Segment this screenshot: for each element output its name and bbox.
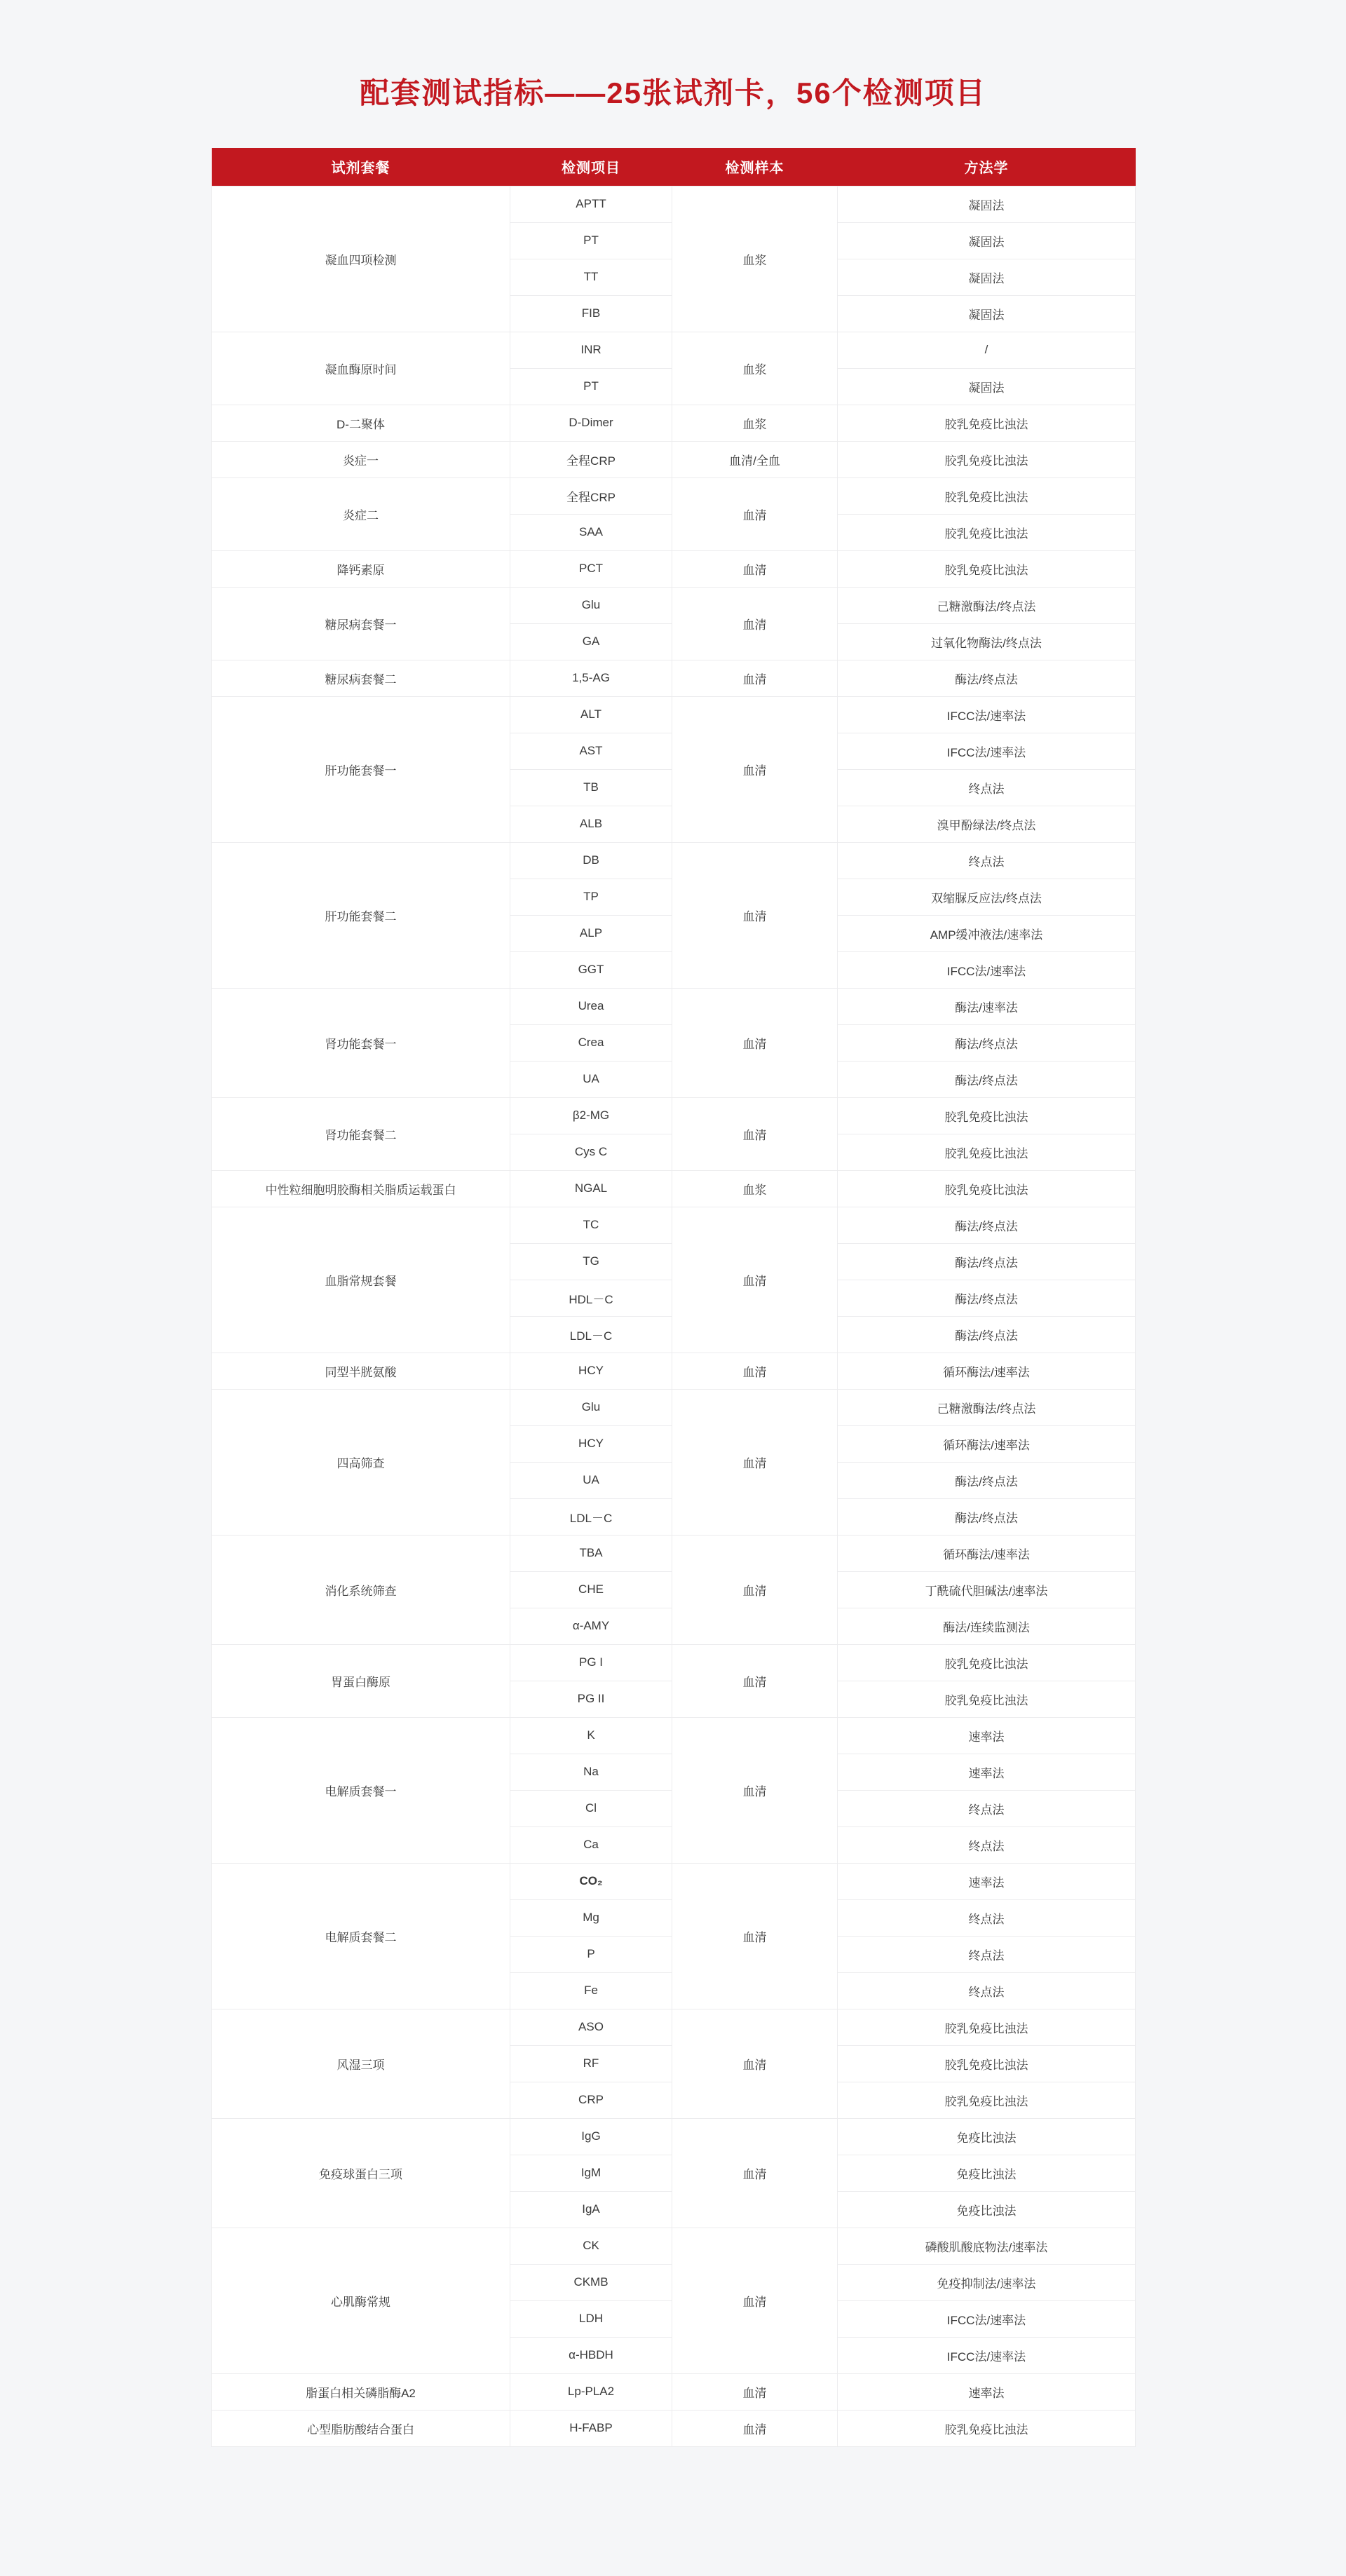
item-cell: 1,5-AG xyxy=(510,660,672,696)
sample-cell: 血清 xyxy=(672,696,838,842)
table-row xyxy=(212,1863,1136,1899)
page-title: 配套测试指标——25张试剂卡，56个检测项目 xyxy=(360,76,986,109)
item-cell: CK xyxy=(510,2228,672,2264)
method-cell: 胶乳免疫比浊法 xyxy=(838,405,1136,441)
sample-cell: 血清 xyxy=(672,2009,838,2118)
item-cell: Glu xyxy=(510,587,672,623)
method-cell: 丁酰硫代胆碱法/速率法 xyxy=(838,1571,1136,1608)
package-cell: 肾功能套餐一 xyxy=(212,988,510,1097)
method-cell: 胶乳免疫比浊法 xyxy=(838,2045,1136,2082)
sample-cell: 血浆 xyxy=(672,405,838,441)
item-cell: UA xyxy=(510,1061,672,1097)
method-cell: 磷酸肌酸底物法/速率法 xyxy=(838,2228,1136,2264)
sample-cell: 血浆 xyxy=(672,332,838,405)
item-cell: NGAL xyxy=(510,1170,672,1207)
table-row xyxy=(212,441,1136,477)
sample-cell: 血清 xyxy=(672,988,838,1097)
item-cell: D-Dimer xyxy=(510,405,672,441)
item-cell: RF xyxy=(510,2045,672,2082)
method-cell: 胶乳免疫比浊法 xyxy=(838,1134,1136,1170)
item-cell: α-AMY xyxy=(510,1608,672,1644)
table-row xyxy=(212,696,1136,733)
method-cell: IFCC法/速率法 xyxy=(838,951,1136,988)
package-cell: 胃蛋白酶原 xyxy=(212,1644,510,1717)
table-row xyxy=(212,2228,1136,2264)
method-cell: 胶乳免疫比浊法 xyxy=(838,1644,1136,1681)
package-cell: 中性粒细胞明胶酶相关脂质运载蛋白 xyxy=(212,1170,510,1207)
package-cell: 心型脂肪酸结合蛋白 xyxy=(212,2410,510,2446)
method-cell: 凝固法 xyxy=(838,368,1136,405)
table-row xyxy=(212,1097,1136,1134)
table-row xyxy=(212,587,1136,623)
package-cell: D-二聚体 xyxy=(212,405,510,441)
item-cell: LDH xyxy=(510,2300,672,2337)
method-cell: 胶乳免疫比浊法 xyxy=(838,441,1136,477)
method-cell: 酶法/终点法 xyxy=(838,1498,1136,1535)
item-cell: Cl xyxy=(510,1790,672,1826)
method-cell: 胶乳免疫比浊法 xyxy=(838,1170,1136,1207)
table-row xyxy=(212,2410,1136,2446)
sample-cell: 血清 xyxy=(672,550,838,587)
item-cell: Na xyxy=(510,1754,672,1790)
method-cell: 胶乳免疫比浊法 xyxy=(838,550,1136,587)
test-table-body xyxy=(212,186,1136,2446)
item-cell: Ca xyxy=(510,1826,672,1863)
package-cell: 同型半胱氨酸 xyxy=(212,1353,510,1389)
item-cell: HCY xyxy=(510,1353,672,1389)
method-cell: 酶法/连续监测法 xyxy=(838,1608,1136,1644)
item-cell: α-HBDH xyxy=(510,2337,672,2373)
method-cell: AMP缓冲液法/速率法 xyxy=(838,915,1136,951)
column-header-method: 方法学 xyxy=(838,148,1136,186)
package-cell: 凝血酶原时间 xyxy=(212,332,510,405)
method-cell: 胶乳免疫比浊法 xyxy=(838,514,1136,550)
method-cell: 凝固法 xyxy=(838,186,1136,222)
test-table-container xyxy=(211,148,1135,2447)
item-cell: IgG xyxy=(510,2118,672,2155)
method-cell: 速率法 xyxy=(838,1754,1136,1790)
method-cell: 酶法/终点法 xyxy=(838,1207,1136,1243)
item-cell: Mg xyxy=(510,1899,672,1936)
package-cell: 脂蛋白相关磷脂酶A2 xyxy=(212,2373,510,2410)
sample-cell: 血清 xyxy=(672,1644,838,1717)
item-cell: P xyxy=(510,1936,672,1972)
method-cell: 己糖激酶法/终点法 xyxy=(838,1389,1136,1425)
method-cell: 终点法 xyxy=(838,1899,1136,1936)
column-header-sample: 检测样本 xyxy=(672,148,838,186)
sample-cell: 血清 xyxy=(672,2118,838,2228)
sample-cell: 血清 xyxy=(672,1389,838,1535)
table-row xyxy=(212,1353,1136,1389)
item-cell: CKMB xyxy=(510,2264,672,2300)
item-cell: Glu xyxy=(510,1389,672,1425)
sample-cell: 血清/全血 xyxy=(672,441,838,477)
item-cell: LDL－C xyxy=(510,1316,672,1353)
package-cell: 肝功能套餐二 xyxy=(212,842,510,988)
table-row xyxy=(212,2009,1136,2045)
item-cell: Fe xyxy=(510,1972,672,2009)
package-cell: 电解质套餐一 xyxy=(212,1717,510,1863)
method-cell: 凝固法 xyxy=(838,259,1136,295)
method-cell: 己糖激酶法/终点法 xyxy=(838,587,1136,623)
item-cell: TC xyxy=(510,1207,672,1243)
method-cell: 双缩脲反应法/终点法 xyxy=(838,879,1136,915)
item-cell: FIB xyxy=(510,295,672,332)
item-cell: DB xyxy=(510,842,672,879)
method-cell: 酶法/终点法 xyxy=(838,1243,1136,1280)
package-cell: 免疫球蛋白三项 xyxy=(212,2118,510,2228)
method-cell: 酶法/终点法 xyxy=(838,1280,1136,1316)
item-cell: ALP xyxy=(510,915,672,951)
table-row xyxy=(212,660,1136,696)
method-cell: IFCC法/速率法 xyxy=(838,696,1136,733)
item-cell: 全程CRP xyxy=(510,477,672,514)
item-cell: APTT xyxy=(510,186,672,222)
method-cell: 循环酶法/速率法 xyxy=(838,1535,1136,1571)
sample-cell: 血清 xyxy=(672,842,838,988)
item-cell: HCY xyxy=(510,1425,672,1462)
table-row xyxy=(212,1644,1136,1681)
table-row xyxy=(212,332,1136,368)
item-cell: TG xyxy=(510,1243,672,1280)
method-cell: 胶乳免疫比浊法 xyxy=(838,477,1136,514)
package-cell: 炎症一 xyxy=(212,441,510,477)
sample-cell: 血浆 xyxy=(672,186,838,332)
sample-cell: 血清 xyxy=(672,2228,838,2373)
method-cell: 终点法 xyxy=(838,1790,1136,1826)
method-cell: 速率法 xyxy=(838,1717,1136,1754)
method-cell: 凝固法 xyxy=(838,295,1136,332)
package-cell: 糖尿病套餐一 xyxy=(212,587,510,660)
method-cell: 终点法 xyxy=(838,1826,1136,1863)
package-cell: 风湿三项 xyxy=(212,2009,510,2118)
test-table xyxy=(211,148,1136,2447)
table-row xyxy=(212,1207,1136,1243)
method-cell: 终点法 xyxy=(838,769,1136,806)
item-cell: GGT xyxy=(510,951,672,988)
method-cell: 胶乳免疫比浊法 xyxy=(838,2009,1136,2045)
table-row xyxy=(212,405,1136,441)
package-cell: 炎症二 xyxy=(212,477,510,550)
method-cell: 酶法/终点法 xyxy=(838,1024,1136,1061)
item-cell: Cys C xyxy=(510,1134,672,1170)
item-cell: HDL－C xyxy=(510,1280,672,1316)
item-cell: AST xyxy=(510,733,672,769)
item-cell: IgA xyxy=(510,2191,672,2228)
item-cell: INR xyxy=(510,332,672,368)
table-row xyxy=(212,1717,1136,1754)
package-cell: 肾功能套餐二 xyxy=(212,1097,510,1170)
method-cell: 酶法/终点法 xyxy=(838,1316,1136,1353)
sample-cell: 血清 xyxy=(672,1863,838,2009)
method-cell: 循环酶法/速率法 xyxy=(838,1425,1136,1462)
item-cell: H-FABP xyxy=(510,2410,672,2446)
item-cell: Urea xyxy=(510,988,672,1024)
table-row xyxy=(212,988,1136,1024)
package-cell: 凝血四项检测 xyxy=(212,186,510,332)
package-cell: 血脂常规套餐 xyxy=(212,1207,510,1353)
item-cell: CRP xyxy=(510,2082,672,2118)
item-cell: PG I xyxy=(510,1644,672,1681)
method-cell: 终点法 xyxy=(838,1972,1136,2009)
method-cell: 速率法 xyxy=(838,2373,1136,2410)
package-cell: 消化系统筛查 xyxy=(212,1535,510,1644)
method-cell: 胶乳免疫比浊法 xyxy=(838,2082,1136,2118)
table-row xyxy=(212,1535,1136,1571)
table-row xyxy=(212,550,1136,587)
method-cell: 胶乳免疫比浊法 xyxy=(838,1097,1136,1134)
item-cell: GA xyxy=(510,623,672,660)
item-cell: TT xyxy=(510,259,672,295)
method-cell: 胶乳免疫比浊法 xyxy=(838,1681,1136,1717)
method-cell: 速率法 xyxy=(838,1863,1136,1899)
item-cell: PCT xyxy=(510,550,672,587)
item-cell: ALT xyxy=(510,696,672,733)
package-cell: 电解质套餐二 xyxy=(212,1863,510,2009)
sample-cell: 血清 xyxy=(672,2410,838,2446)
item-cell: LDL－C xyxy=(510,1498,672,1535)
item-cell: K xyxy=(510,1717,672,1754)
package-cell: 四高筛查 xyxy=(212,1389,510,1535)
sample-cell: 血清 xyxy=(672,587,838,660)
method-cell: 免疫比浊法 xyxy=(838,2155,1136,2191)
item-cell: ASO xyxy=(510,2009,672,2045)
item-cell: CHE xyxy=(510,1571,672,1608)
table-header xyxy=(212,148,1136,186)
method-cell: 酶法/终点法 xyxy=(838,1462,1136,1498)
item-cell: UA xyxy=(510,1462,672,1498)
item-cell: PT xyxy=(510,222,672,259)
item-cell: β2-MG xyxy=(510,1097,672,1134)
method-cell: 过氧化物酶法/终点法 xyxy=(838,623,1136,660)
method-cell: 免疫抑制法/速率法 xyxy=(838,2264,1136,2300)
method-cell: IFCC法/速率法 xyxy=(838,2337,1136,2373)
sample-cell: 血清 xyxy=(672,1717,838,1863)
method-cell: 凝固法 xyxy=(838,222,1136,259)
item-cell: Lp-PLA2 xyxy=(510,2373,672,2410)
method-cell: / xyxy=(838,332,1136,368)
item-cell: IgM xyxy=(510,2155,672,2191)
item-cell: SAA xyxy=(510,514,672,550)
method-cell: IFCC法/速率法 xyxy=(838,733,1136,769)
method-cell: 酶法/速率法 xyxy=(838,988,1136,1024)
column-header-item: 检测项目 xyxy=(510,148,672,186)
sample-cell: 血清 xyxy=(672,1207,838,1353)
method-cell: 胶乳免疫比浊法 xyxy=(838,2410,1136,2446)
method-cell: 终点法 xyxy=(838,1936,1136,1972)
table-row xyxy=(212,2118,1136,2155)
item-cell: PG II xyxy=(510,1681,672,1717)
table-row xyxy=(212,842,1136,879)
sample-cell: 血清 xyxy=(672,1535,838,1644)
table-row xyxy=(212,477,1136,514)
column-header-package: 试剂套餐 xyxy=(212,148,510,186)
item-cell: PT xyxy=(510,368,672,405)
item-cell: ALB xyxy=(510,806,672,842)
package-cell: 肝功能套餐一 xyxy=(212,696,510,842)
method-cell: IFCC法/速率法 xyxy=(838,2300,1136,2337)
table-header-row xyxy=(212,148,1136,186)
method-cell: 酶法/终点法 xyxy=(838,660,1136,696)
table-row xyxy=(212,2373,1136,2410)
sample-cell: 血清 xyxy=(672,660,838,696)
sample-cell: 血清 xyxy=(672,2373,838,2410)
method-cell: 终点法 xyxy=(838,842,1136,879)
method-cell: 免疫比浊法 xyxy=(838,2191,1136,2228)
package-cell: 糖尿病套餐二 xyxy=(212,660,510,696)
sample-cell: 血浆 xyxy=(672,1170,838,1207)
sample-cell: 血清 xyxy=(672,1097,838,1170)
item-cell: TP xyxy=(510,879,672,915)
package-cell: 降钙素原 xyxy=(212,550,510,587)
package-cell: 心肌酶常规 xyxy=(212,2228,510,2373)
item-cell: CO₂ xyxy=(510,1863,672,1899)
item-cell: 全程CRP xyxy=(510,441,672,477)
method-cell: 免疫比浊法 xyxy=(838,2118,1136,2155)
sample-cell: 血清 xyxy=(672,1353,838,1389)
item-cell: Crea xyxy=(510,1024,672,1061)
method-cell: 溴甲酚绿法/终点法 xyxy=(838,806,1136,842)
item-cell: TB xyxy=(510,769,672,806)
method-cell: 酶法/终点法 xyxy=(838,1061,1136,1097)
table-row xyxy=(212,186,1136,222)
table-row xyxy=(212,1389,1136,1425)
sample-cell: 血清 xyxy=(672,477,838,550)
method-cell: 循环酶法/速率法 xyxy=(838,1353,1136,1389)
item-cell: TBA xyxy=(510,1535,672,1571)
table-row xyxy=(212,1170,1136,1207)
